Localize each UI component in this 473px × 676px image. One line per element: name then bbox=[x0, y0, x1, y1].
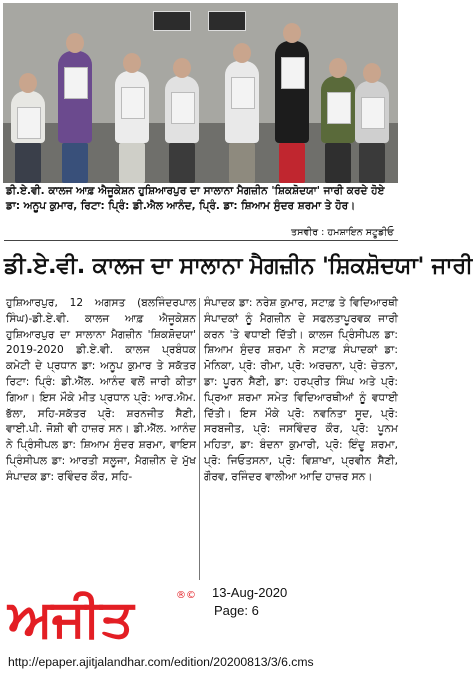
article-headline: ਡੀ.ਏ.ਵੀ. ਕਾਲਜ ਦਾ ਸਾਲਾਨਾ ਮੈਗਜ਼ੀਨ 'ਸ਼ਿਕਸ਼ੋਦਯਾ' ਜਾਰੀ bbox=[4, 253, 473, 279]
magazine-copy bbox=[327, 92, 351, 124]
person-7-legs bbox=[325, 143, 351, 183]
person-1-head bbox=[19, 73, 37, 93]
article-column-left bbox=[6, 296, 196, 486]
photo-credit: ਤਸਵੀਰ : ਹਮਸ਼ਾਇਨ ਸਟੂਡੀਓ bbox=[291, 227, 394, 238]
magazine-copy bbox=[121, 87, 145, 119]
edition-date: 13-Aug-2020 bbox=[212, 585, 288, 600]
person-5-legs bbox=[229, 143, 255, 183]
magazine-copy bbox=[64, 67, 88, 99]
magazine-copy bbox=[361, 97, 385, 129]
person-3-legs bbox=[119, 143, 145, 183]
newspaper-logo: ਅਜੀਤ bbox=[8, 588, 133, 649]
person-7-head bbox=[329, 58, 347, 78]
article-column-right bbox=[204, 296, 398, 486]
person-2-head bbox=[66, 33, 84, 53]
photo-caption: ਡੀ.ਏ.ਵੀ. ਕਾਲਜ ਆਫ਼ ਐਜੂਕੇਸ਼ਨ ਹੁਸ਼ਿਆਰਪੁਰ ਦਾ ਸਾਲਾਨਾ ਮੈਗਜ਼ੀਨ 'ਸ਼ਿਕਸ਼ੋਦਯਾ' ਜਾਰੀ ਕਰਦੇ ਹੋਏ ਡਾ: ਅਨੂਪ ਕੁਮਾਰ, ਰਿਟਾ: ਪ੍ਰਿੰ: ਡੀ.ਐਲ ਆਨੰਦ, ਪ੍ਰਿੰ. ਡਾ: ਸ਼ਿਆਮ ਸੁੰਦਰ ਸ਼ਰਮਾ ਤੇ ਹੋਰ। bbox=[6, 185, 385, 212]
registered-mark: ®© bbox=[176, 590, 196, 601]
divider bbox=[4, 240, 398, 241]
column-divider bbox=[199, 298, 200, 580]
person-6-head bbox=[283, 23, 301, 43]
person-6-legs bbox=[279, 143, 305, 183]
person-8-head bbox=[363, 63, 381, 83]
person-4-legs bbox=[169, 143, 195, 183]
person-1-legs bbox=[15, 143, 41, 183]
news-photo bbox=[3, 3, 398, 183]
magazine-copy bbox=[17, 107, 41, 139]
photo-plaque bbox=[153, 11, 191, 31]
photo-plaque bbox=[208, 11, 246, 31]
source-url[interactable]: http://epaper.ajitjalandhar.com/edition/20200813/3/6.cms bbox=[8, 655, 314, 669]
person-5-head bbox=[233, 43, 251, 63]
person-4-head bbox=[173, 58, 191, 78]
article-text-right: ਸੰਪਾਦਕ ਡਾ: ਨਰੇਸ਼ ਕੁਮਾਰ, ਸਟਾਫ਼ ਤੇ ਵਿਦਿਆਰਥੀ ਸੰਪਾਦਕਾਂ ਨੂੰ ਮੈਗਜ਼ੀਨ ਦੇ ਸਫਲਤਾਪੂਰਵਕ ਜਾਰੀ ਕਰਨ 'ਤੇ ਵਧਾਈ ਦਿੱਤੀ। ਕਾਲਜ ਪ੍ਰਿੰਸੀਪਲ ਡਾ: ਸ਼ਿਆਮ ਸੁੰਦਰ ਸ਼ਰਮਾ ਨੇ ਸਟਾਫ਼ ਸੰਪਾਦਕਾਂ ਡਾ: ਮੋਨਿਕਾ, ਪ੍ਰੋ: ਰੀਮਾ, ਪ੍ਰੋ: ਅਰਚਨਾ, ਪ੍ਰੋ: ਚੇਤਨਾ, ਡਾ: ਪੂਰਨ ਸੈਣੀ, ਡਾ: ਹਰਪ੍ਰੀਤ ਸਿੰਘ ਅਤੇ ਪ੍ਰੋ: ਪ੍ਰਿਆ ਸ਼ਰਮਾ ਸਮੇਤ ਵਿਦਿਆਰਥੀਆਂ ਨੂੰ ਵਧਾਈ ਦਿੱਤੀ। ਇਸ ਮੌਕੇ ਪ੍ਰੋ: ਨਵਨਿਤਾ ਸੂਦ, ਪ੍ਰੋ: ਸਰਬਜੀਤ, ਪ੍ਰੋ: ਜਸਵਿੰਦਰ ਕੌਰ, ਪ੍ਰੋ: ਪੂਨਮ ਮਹਿਤਾ, ਡਾ: ਬੰਦਨਾ ਕੁਮਾਰੀ, ਪ੍ਰੋ: ਇੰਦੂ ਸ਼ਰਮਾ, ਪ੍ਰੋ: ਜਿਓਤਸਨਾ, ਪ੍ਰੋ: ਵਿਸ਼ਾਖਾ, ਪ੍ਰਵੀਨ ਸੈਣੀ, ਗੌਰਵ, ਰਜਿੰਦਰ ਵਾਲੀਆ ਆਦਿ ਹਾਜ਼ਰ ਸਨ। bbox=[204, 297, 398, 483]
person-2-legs bbox=[62, 143, 88, 183]
person-3-head bbox=[123, 53, 141, 73]
article-text-left: ਹੁਸ਼ਿਆਰਪੁਰ, 12 ਅਗਸਤ (ਬਲਜਿੰਦਰਪਾਲ ਸਿੰਘ)-ਡੀ.ਏ.ਵੀ. ਕਾਲਜ ਆਫ਼ ਐਜੂਕੇਸ਼ਨ ਹੁਸ਼ਿਆਰਪੁਰ ਦਾ ਸਾਲਾਨਾ ਮੈਗਜ਼ੀਨ 'ਸ਼ਿਕਸ਼ੋਦਯਾ' 2019-2020 ਡੀ.ਏ.ਵੀ. ਕਾਲਜ ਪ੍ਰਬੰਧਕ ਕਮੇਟੀ ਦੇ ਪ੍ਰਧਾਨ ਡਾ: ਅਨੂਪ ਕੁਮਾਰ ਤੇ ਸਕੱਤਰ ਰਿਟਾ: ਪ੍ਰਿੰ: ਡੀ.ਐੱਲ. ਆਨੰਦ ਵਲੋਂ ਜਾਰੀ ਕੀਤਾ ਗਿਆ। ਇਸ ਮੌਕੇ ਮੀਤ ਪ੍ਰਧਾਨ ਪ੍ਰੋ: ਆਰ.ਐਮ. ਭੱਲਾ, ਸਹਿ-ਸਕੱਤਰ ਪ੍ਰੋ: ਸ਼ਰਨਜੀਤ ਸੈਣੀ, ਵਾਈ.ਪੀ. ਜੋਸ਼ੀ ਵੀ ਹਾਜ਼ਰ ਸਨ। ਡੀ.ਐੱਲ. ਆਨੰਦ ਨੇ ਪ੍ਰਿੰਸੀਪਲ ਡਾ: ਸ਼ਿਆਮ ਸੁੰਦਰ ਸ਼ਰਮਾ, ਵਾਇਸ ਪ੍ਰਿੰਸੀਪਲ ਡਾ: ਆਰਤੀ ਸਲੂਜਾ, ਮੈਗਜ਼ੀਨ ਦੇ ਮੁੱਖ ਸੰਪਾਦਕ ਡਾ: ਰਵਿੰਦਰ ਕੌਰ, ਸਹਿ- bbox=[6, 297, 196, 483]
person-8-legs bbox=[359, 143, 385, 183]
magazine-copy bbox=[281, 57, 305, 89]
page-number: Page: 6 bbox=[214, 603, 259, 618]
magazine-copy bbox=[231, 77, 255, 109]
magazine-copy bbox=[171, 92, 195, 124]
